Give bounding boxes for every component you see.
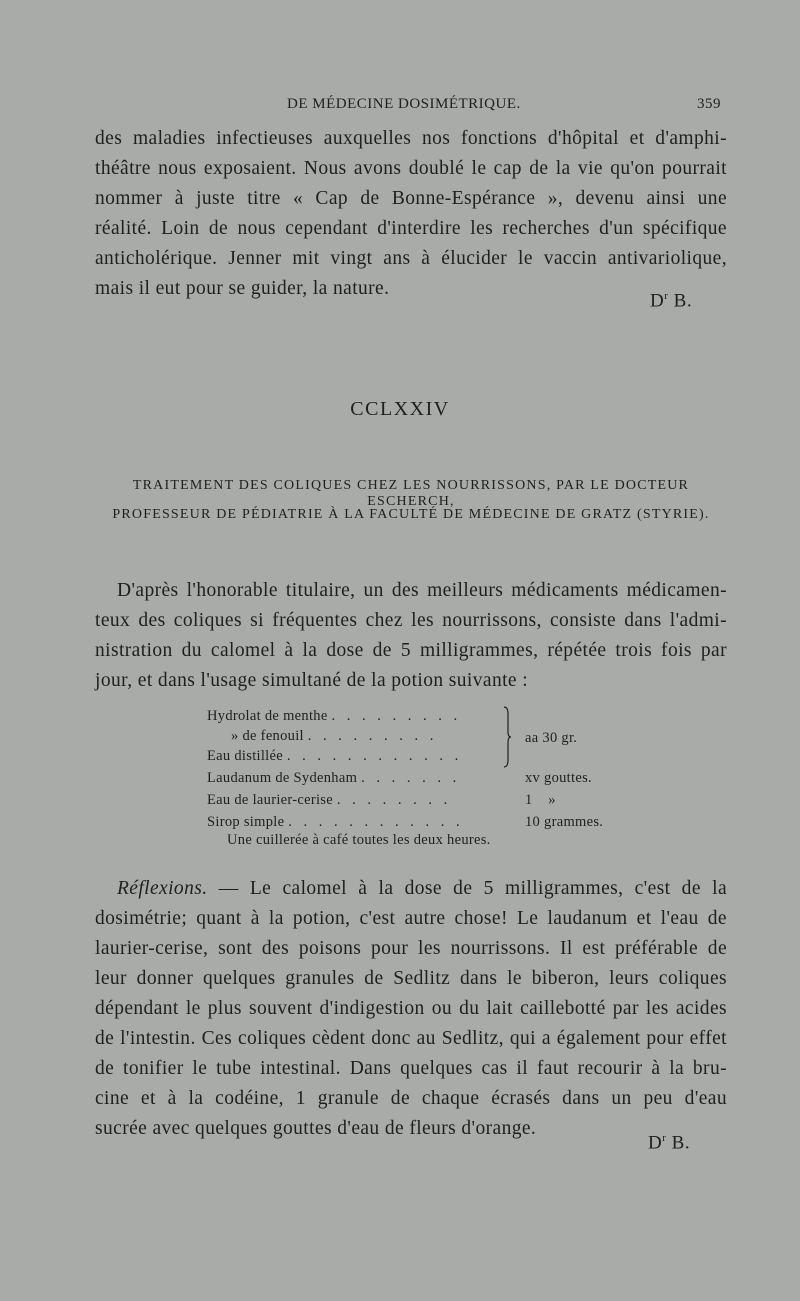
- formula-row: Hydrolat de menthe . . . . . . . . .: [207, 708, 462, 724]
- reflexions-label: Réflexions.: [117, 878, 208, 899]
- formula-row: Sirop simple . . . . . . . . . . . .: [207, 814, 464, 830]
- grouped-quantity: aa 30 gr.: [525, 730, 578, 746]
- text-line: sucrée avec quelques gouttes d'eau de fleurs d'orange.: [95, 1118, 537, 1139]
- quantity: 1 »: [525, 792, 556, 808]
- text-line: mais il eut pour se guider, la nature.: [95, 278, 390, 299]
- text-line: jour, et dans l'usage simultané de la potion suivante :: [95, 670, 529, 691]
- text-line: cine et à la codéine, 1 granule de chaque écrasés dans un peu d'eau: [95, 1088, 727, 1109]
- text-line: nommer à juste titre « Cap de Bonne-Espérance », devenu ainsi une: [95, 188, 727, 209]
- top-paragraph: [95, 124, 727, 304]
- text-line: réalité. Loin de nous cependant d'interdire les recherches d'un spécifique: [95, 218, 727, 239]
- formula-row: Eau de laurier-cerise . . . . . . . .: [207, 792, 452, 808]
- text-line: dosimétrie; quant à la potion, c'est autre chose! Le laudanum et l'eau de: [95, 908, 727, 929]
- text-line: des maladies infectieuses auxquelles nos fonctions d'hôpital et d'amphi-: [95, 128, 727, 149]
- chapter-subtitle-line-1: TRAITEMENT DES COLIQUES CHEZ LES NOURRISSONS, PAR LE DOCTEUR ESCHERCH,: [132, 478, 690, 509]
- quantity: xv gouttes.: [525, 770, 592, 786]
- page-number: 359: [697, 96, 721, 112]
- chapter-subtitle-line-2: PROFESSEUR DE PÉDIATRIE À LA FACULTÉ DE MÉDECINE DE GRATZ (STYRIE).: [112, 507, 710, 522]
- reflexions-paragraph: [95, 874, 727, 1144]
- signature: $D^r$ B.: [648, 1132, 691, 1154]
- quantity: 10 grammes.: [525, 814, 604, 830]
- text-line: leur donner quelques granules de Sedlitz dans le biberon, leurs coliques: [95, 968, 727, 989]
- text-line: théâtre nous exposaient. Nous avons doublé le cap de la vie qu'on pourrait: [95, 158, 727, 179]
- text-line: de tonifier le tube intestinal. Dans quelques cas il faut recourir à la bru-: [95, 1058, 727, 1079]
- text-line: D'après l'honorable titulaire, un des meilleurs médicaments médicamen-: [117, 580, 727, 601]
- formula-row: Eau distillée . . . . . . . . . . . .: [207, 748, 463, 764]
- chapter-number: CCLXXIV: [350, 398, 450, 420]
- text-line: de l'intestin. Ces coliques cèdent donc au Sedlitz, qui a également pour effet: [95, 1028, 727, 1049]
- text-line: anticholérique. Jenner mit vingt ans à élucider le vaccin antivariolique,: [95, 248, 727, 269]
- dosage-note: Une cuillerée à café toutes les deux heures.: [227, 832, 491, 848]
- text-line: dépendant le plus souvent d'indigestion ou du lait caillebotté par les acides: [95, 998, 727, 1019]
- running-title: DE MÉDECINE DOSIMÉTRIQUE.: [287, 96, 521, 112]
- formula-row: Laudanum de Sydenham . . . . . . .: [207, 770, 461, 786]
- text-line: Réflexions. — Le calomel à la dose de 5 milligrammes, c'est de la: [117, 878, 727, 899]
- text-line: teux des coliques si fréquentes chez les nourrissons, consiste dans l'admi-: [95, 610, 727, 631]
- formula-row: » de fenouil . . . . . . . . .: [231, 728, 438, 744]
- running-header: [0, 96, 800, 120]
- text-line: laurier-cerise, sont des poisons pour les nourrissons. Il est préférable de: [95, 938, 727, 959]
- intro-paragraph: [95, 576, 727, 696]
- brace-icon: [503, 706, 511, 768]
- signature: $D^r$ B.: [650, 290, 693, 312]
- text-line: nistration du calomel à la dose de 5 milligrammes, répétée trois fois par: [95, 640, 727, 661]
